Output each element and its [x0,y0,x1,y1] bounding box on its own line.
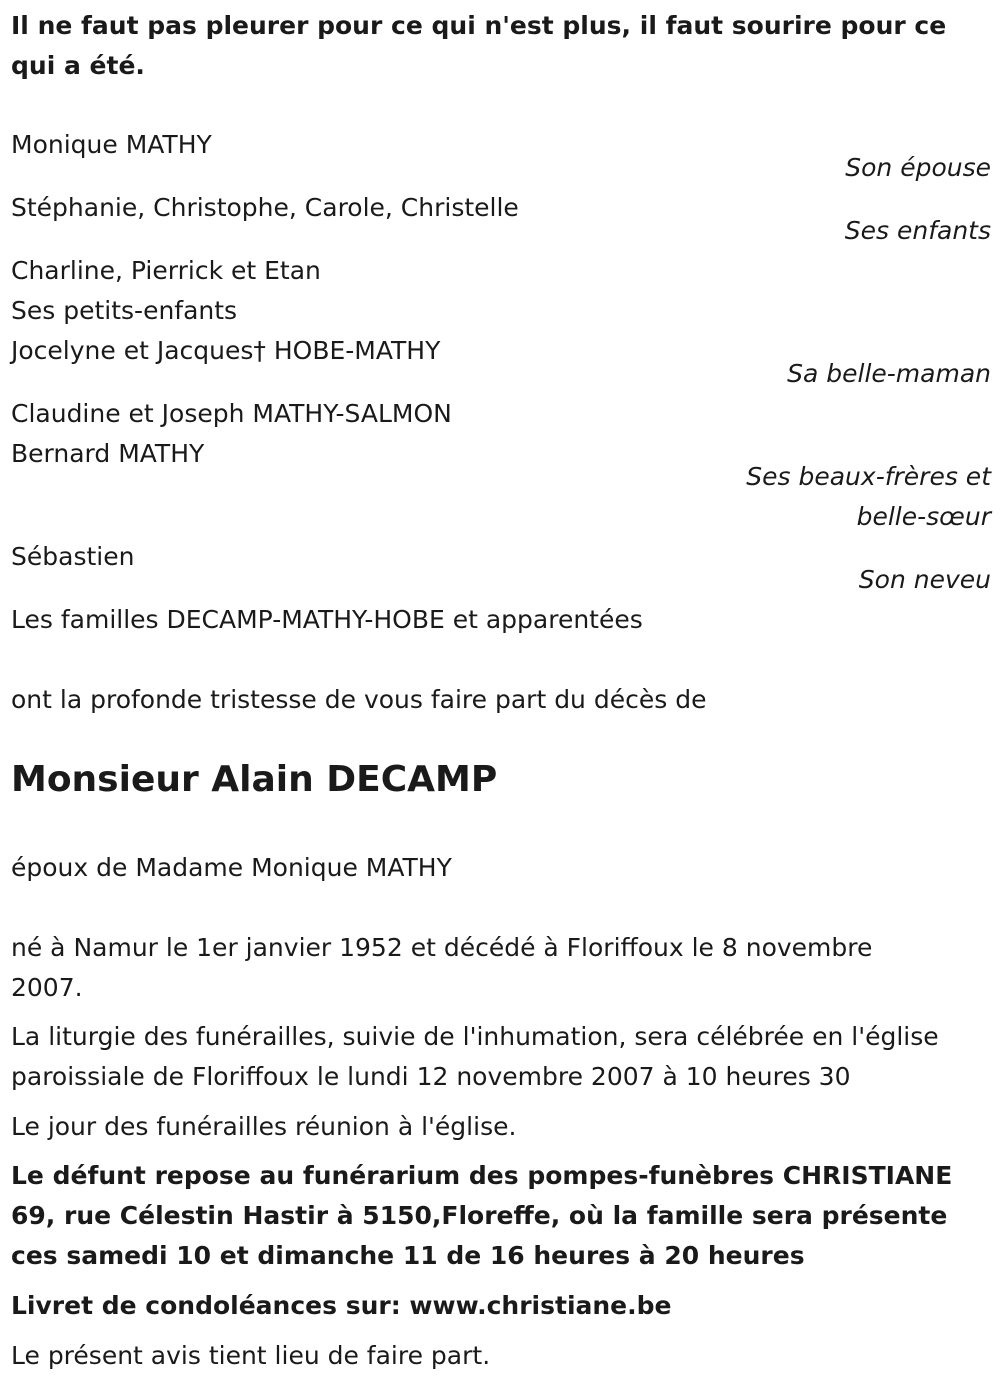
grandchildren-relation: Ses petits-enfants [11,296,238,325]
siblings-in-law-names-1: Claudine et Joseph MATHY-SALMON [11,399,452,428]
birth-death: né à Namur le 1er janvier 1952 et décédé à Floriffoux le 8 novembre 2007. [11,933,873,1002]
families-line: Les familles DECAMP-MATHY-HOBE et apparentées [11,605,643,634]
deceased-name: Monsieur Alain DECAMP [11,759,498,800]
spouse-name: Monique MATHY [11,130,212,159]
grandchildren-names: Charline, Pierrick et Etan [11,256,321,285]
condolences: Livret de condoléances sur: www.christiane.be [11,1291,672,1320]
mother-in-law-names: Jocelyne et Jacques† HOBE-MATHY [11,336,441,365]
nephew-relation: Son neveu [858,565,991,594]
spouse-relation: Son épouse [845,153,991,182]
children-relation: Ses enfants [844,216,991,245]
siblings-in-law-relation-2: belle-sœur [856,502,991,531]
meeting: Le jour des funérailles réunion à l'église. [11,1112,517,1141]
children-names: Stéphanie, Christophe, Carole, Christelle [11,193,519,222]
quote: Il ne faut pas pleurer pour ce qui n'est plus, il faut sourire pour ce qui a été. [11,11,947,80]
notice: Le présent avis tient lieu de faire part. [11,1341,491,1370]
nephew-name: Sébastien [11,542,135,571]
mother-in-law-relation: Sa belle-maman [787,359,991,388]
spouse-of: époux de Madame Monique MATHY [11,853,452,882]
siblings-in-law-names-2: Bernard MATHY [11,439,205,468]
announcement: ont la profonde tristesse de vous faire part du décès de [11,685,707,714]
funerarium: Le défunt repose au funérarium des pompes-funèbres CHRISTIANE 69, rue Célestin Hastir à 5150,Floreffe, où la famille sera présente ces samedi 10 et dimanche 11 de 16 heures à 20 heures [11,1161,953,1270]
siblings-in-law-relation-1: Ses beaux-frères et [746,462,991,491]
liturgy: La liturgie des funérailles, suivie de l'inhumation, sera célébrée en l'église paroissiale de Floriffoux le lundi 12 novembre 2007 à 10 heures 30 [11,1022,939,1091]
